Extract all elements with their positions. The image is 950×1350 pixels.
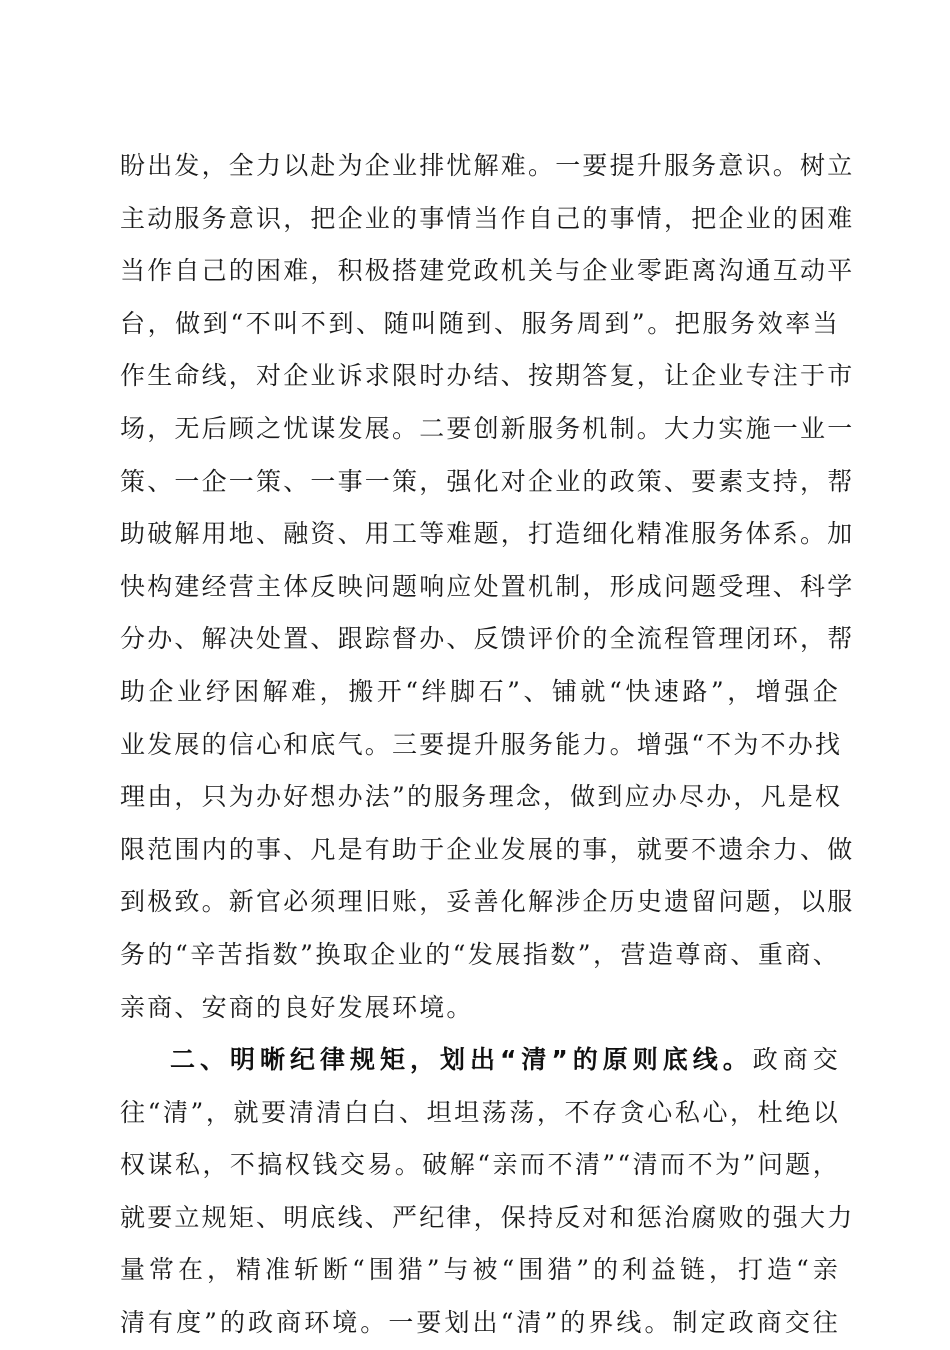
paragraph-line: 往“清”，就要清清白白、坦坦荡荡，不存贪心私心，杜绝以 xyxy=(120,1097,840,1127)
paragraph-line: 当作自己的困难，积极搭建党政机关与企业零距离沟通互动平 xyxy=(120,256,855,286)
paragraph-line: 台，做到“不叫不到、随叫随到、服务周到”。把服务效率当 xyxy=(120,308,840,338)
paragraph-line: 务的“辛苦指数”换取企业的“发展指数”，营造尊商、重商、 xyxy=(120,939,840,969)
paragraph-line: 分办、解决处置、跟踪督办、反馈评价的全流程管理闭环，帮 xyxy=(120,624,855,654)
paragraph-line: 主动服务意识，把企业的事情当作自己的事情，把企业的困难 xyxy=(120,203,855,233)
section-heading: 二、明晰纪律规矩，划出“清”的原则底线。 xyxy=(170,1045,753,1075)
paragraph-text: 政商交 xyxy=(752,1045,840,1075)
paragraph-line: 清有度”的政商环境。一要划出“清”的界线。制定政商交往 xyxy=(120,1308,840,1338)
paragraph-line: 助企业纾困解难，搬开“绊脚石”、铺就“快速路”，增强企 xyxy=(120,676,840,706)
paragraph-line: 策、一企一策、一事一策，强化对企业的政策、要素支持，帮 xyxy=(120,466,855,496)
paragraph-line: 亲商、安商的良好发展环境。 xyxy=(120,992,474,1022)
paragraph-line: 量常在，精准斩断“围猎”与被“围猎”的利益链，打造“亲 xyxy=(120,1255,840,1285)
paragraph-line: 业发展的信心和底气。三要提升服务能力。增强“不为不办找 xyxy=(120,729,843,759)
paragraph-line: 到极致。新官必须理旧账，妥善化解涉企历史遗留问题，以服 xyxy=(120,887,855,917)
paragraph-line: 盼出发，全力以赴为企业排忧解难。一要提升服务意识。树立 xyxy=(120,151,855,180)
body-text xyxy=(120,140,855,1350)
section-heading-line xyxy=(120,1034,840,1087)
paragraph-line: 场，无后顾之忧谋发展。二要创新服务机制。大力实施一业一 xyxy=(120,413,855,443)
paragraph-line: 助破解用地、融资、用工等难题，打造细化精准服务体系。加 xyxy=(120,519,855,549)
paragraph-line: 限范围内的事、凡是有助于企业发展的事，就要不遗余力、做 xyxy=(120,834,855,864)
paragraph-line: 作生命线，对企业诉求限时办结、按期答复，让企业专注于市 xyxy=(120,361,855,391)
paragraph-line: 权谋私，不搞权钱交易。破解“亲而不清”“清而不为”问题， xyxy=(120,1150,840,1180)
paragraph-line: 快构建经营主体反映问题响应处置机制，形成问题受理、科学 xyxy=(120,571,855,601)
paragraph-line: 理由，只为办好想办法”的服务理念，做到应办尽办，凡是权 xyxy=(120,782,843,812)
paragraph-line: 就要立规矩、明底线、严纪律，保持反对和惩治腐败的强大力 xyxy=(120,1202,855,1232)
